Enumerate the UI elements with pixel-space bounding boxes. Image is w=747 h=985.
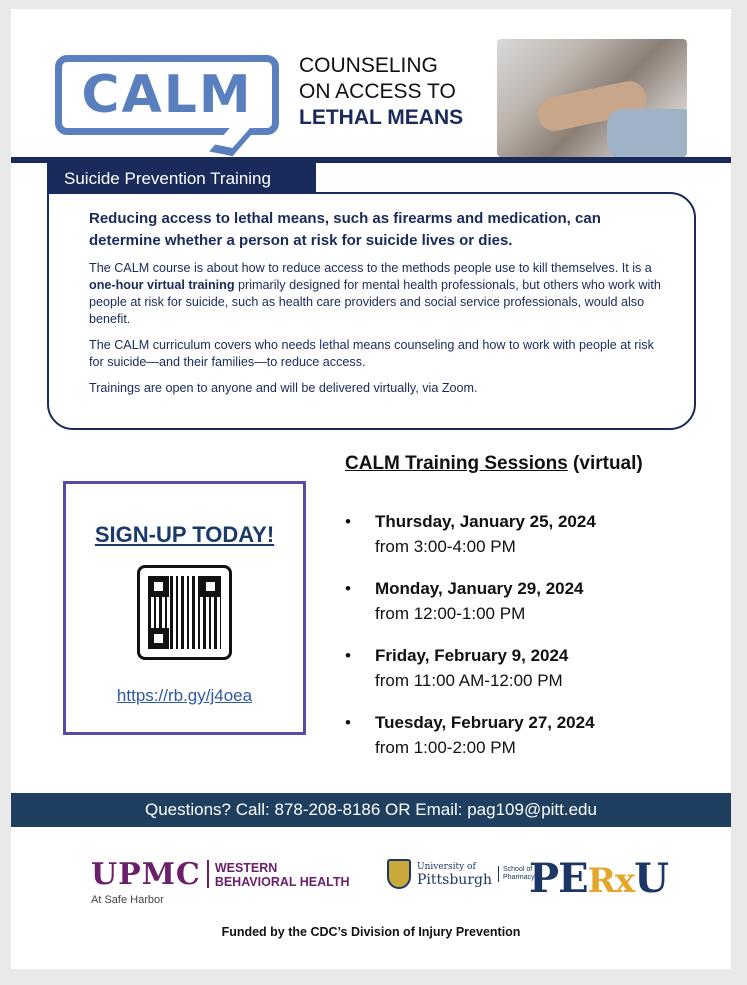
calm-logo [55,55,279,135]
qr-code[interactable] [137,565,232,660]
session-day: Thursday, January 25, 2024 [375,512,596,531]
pitt-name [417,861,492,887]
pitt-school-line-2: Pharmacy [502,874,535,881]
upmc-divider [207,860,209,888]
upmc-wordmark: UPMC [91,857,201,892]
info-paragraph-1 [89,260,664,328]
section-tab: Suicide Prevention Training [47,163,316,194]
peru-u: U [634,855,668,902]
photo-jeans-shape [607,109,687,157]
session-day: Tuesday, February 27, 2024 [375,713,595,732]
session-day: Friday, February 9, 2024 [375,646,569,665]
info-paragraph-2: The CALM curriculum covers who needs lethal means counseling and how to work with people at risk for suicide—and their families—to reduce access. [89,338,654,369]
flyer-page [11,9,731,969]
sessions-heading-suffix: (virtual) [567,453,643,474]
wbh-line-1: WESTERN [214,861,278,875]
header-photo [497,39,687,157]
session-time: from 11:00 AM-12:00 PM [375,671,563,690]
session-time: from 1:00-2:00 PM [375,738,516,757]
peru-pe: PE [529,855,588,902]
contact-bar: Questions? Call: 878-208-8186 OR Email: pag109@pitt.edu [11,793,731,827]
sessions-heading-main: CALM Training Sessions [345,453,568,474]
info-p1-bold: one-hour virtual training [89,278,235,292]
pitt-crest-icon [387,859,411,889]
info-p1-start: The CALM course is about how to reduce access to the methods people use to kill themselves. It is a [89,261,652,275]
session-time: from 3:00-4:00 PM [375,537,516,556]
signup-box [63,481,306,735]
peru-logo [529,855,668,902]
peru-rx: Rx [587,861,635,901]
session-item [345,643,568,693]
info-p1-end: primarily designed for mental health professionals, but others who work with people at risk for suicide, such as health care providers and social service professionals, would also benefit. [89,278,661,326]
info-paragraph-3: Trainings are open to anyone and will be delivered virtually, via Zoom. [89,381,478,395]
pitt-big: Pittsburgh [417,872,492,888]
bullet-icon: • [345,713,351,732]
title-line-1: COUNSELING [299,54,438,77]
bullet-icon: • [345,646,351,665]
info-lead: Reducing access to lethal means, such as firearms and medication, can determine whether a person at risk for suicide lives or dies. [89,210,601,249]
upmc-logo [91,857,350,906]
session-item [345,509,596,559]
signup-link[interactable]: https://rb.gy/j4oea [116,686,253,705]
bullet-icon: • [345,512,351,531]
info-box [47,192,696,430]
wbh-text [215,861,350,889]
wbh-line-2: BEHAVIORAL HEALTH [214,875,350,889]
calm-logo-text: CALM [81,65,253,125]
program-title [299,53,463,131]
upmc-subtitle: At Safe Harbor [91,894,164,906]
signup-heading: SIGN-UP TODAY! [94,522,275,547]
title-line-2: ON ACCESS TO [299,80,456,103]
pitt-small: University of [417,862,476,872]
session-item [345,710,595,760]
session-time: from 12:00-1:00 PM [375,604,526,623]
bullet-icon: • [345,579,351,598]
session-day: Monday, January 29, 2024 [375,579,584,598]
title-line-3: LETHAL MEANS [299,106,464,129]
qr-pattern [148,576,221,649]
pitt-school-line-1: School of [502,866,533,873]
sessions-heading [345,453,643,475]
pitt-logo [387,859,535,889]
funding-note: Funded by the CDC’s Division of Injury Prevention [221,925,521,939]
session-item [345,576,584,626]
